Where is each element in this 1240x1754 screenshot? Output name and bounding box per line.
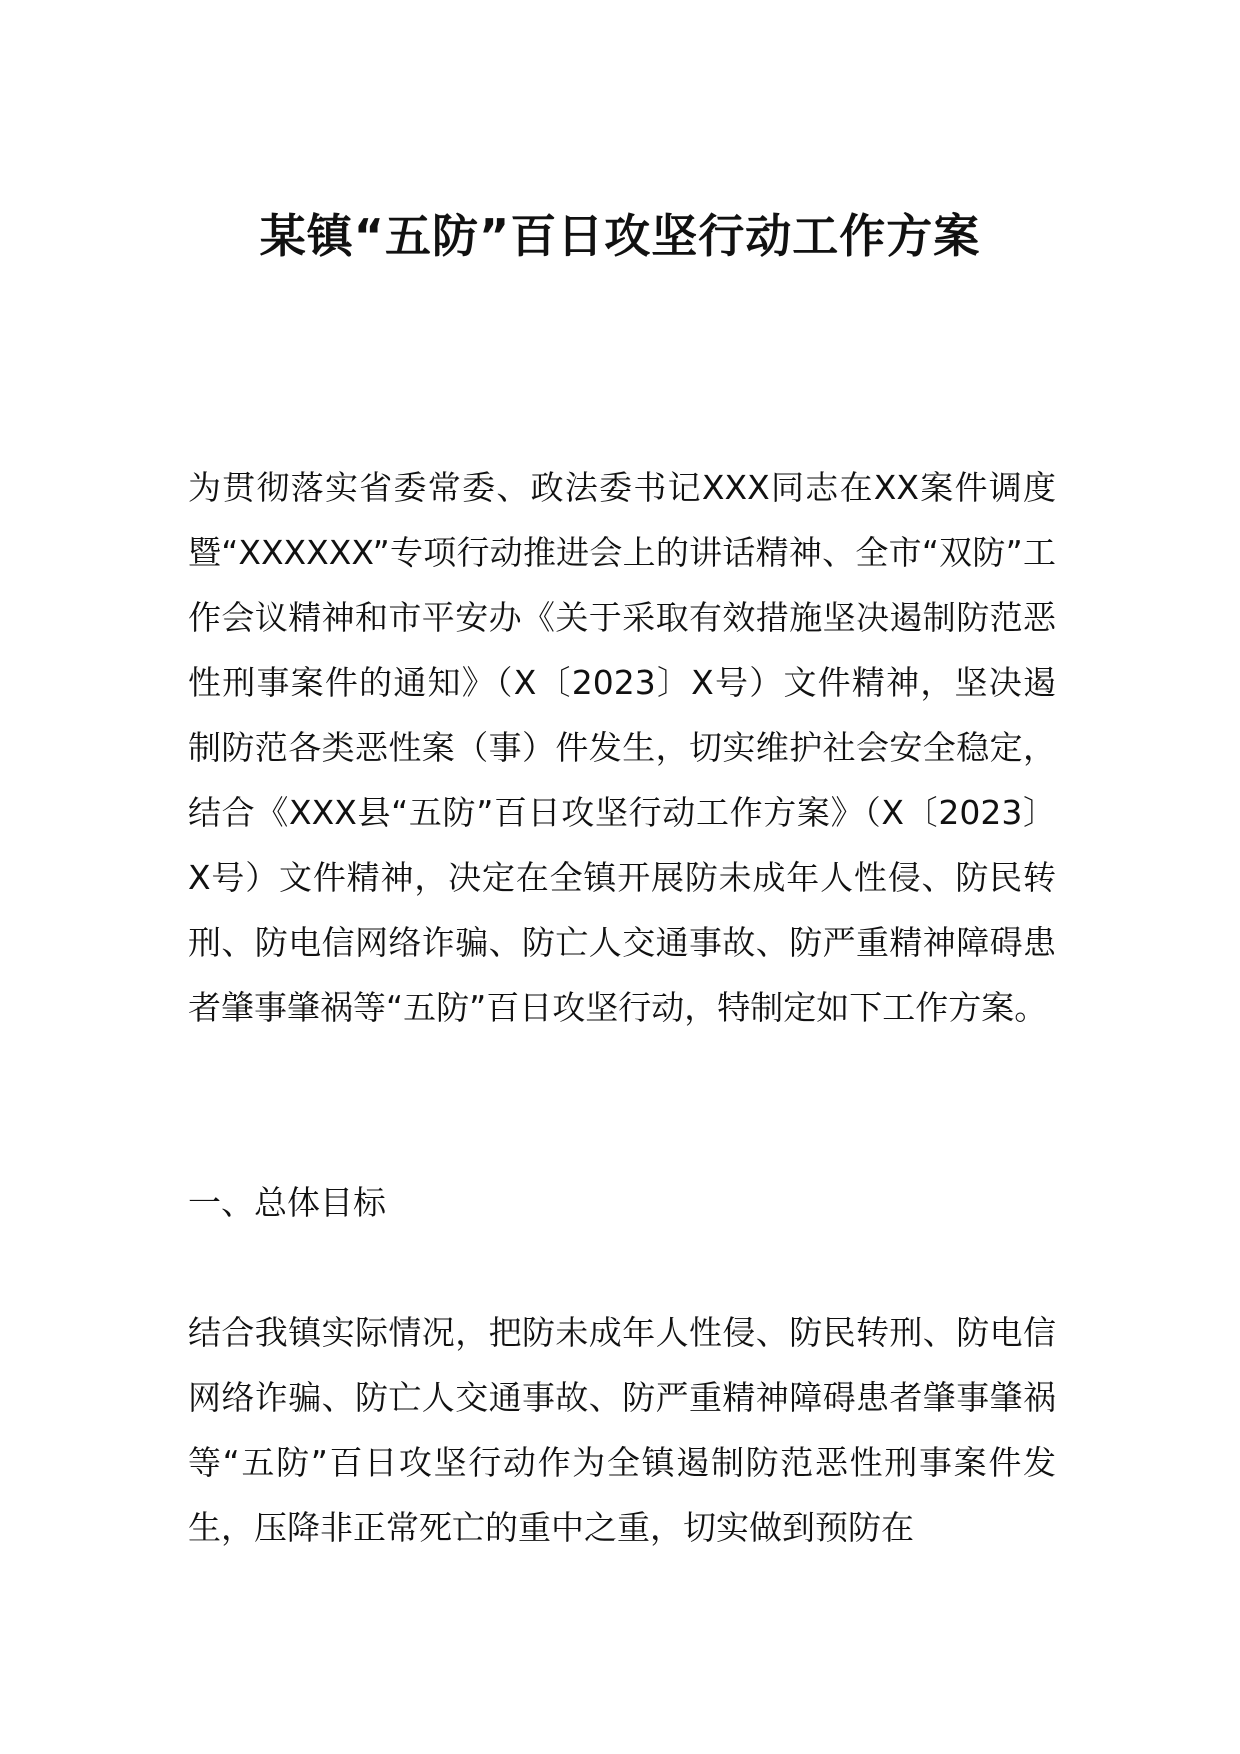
section-paragraph-overall-goal: 结合我镇实际情况，把防未成年人性侵、防民转刑、防电信网络诈骗、防亡人交通事故、防严重精神障碍患者肇事肇祸等“五防”百日攻坚行动作为全镇遏制防范恶性刑事案件发生，压降非正常死亡的重中之重，切实做到预防在 <box>188 1313 1056 1547</box>
document-title: 某镇“五防”百日攻坚行动工作方案 <box>259 209 981 263</box>
section-heading-overall-goal: 一、总体目标 <box>188 1183 386 1222</box>
intro-paragraph: 为贯彻落实省委常委、政法委书记XXX同志在XX案件调度暨“XXXXXX”专项行动推进会上的讲话精神、全市“双防”工作会议精神和市平安办《关于采取有效措施坚决遏制防范恶性刑事案件的通知》（X〔2023〕X号）文件精神，坚决遏制防范各类恶性案（事）件发生，切实维护社会安全稳定，结合《XXX县“五防”百日攻坚行动工作方案》（X〔2023〕X号）文件精神，决定在全镇开展防未成年人性侵、防民转刑、防电信网络诈骗、防亡人交通事故、防严重精神障碍患者肇事肇祸等“五防”百日攻坚行动，特制定如下工作方案。 <box>188 468 1056 1027</box>
